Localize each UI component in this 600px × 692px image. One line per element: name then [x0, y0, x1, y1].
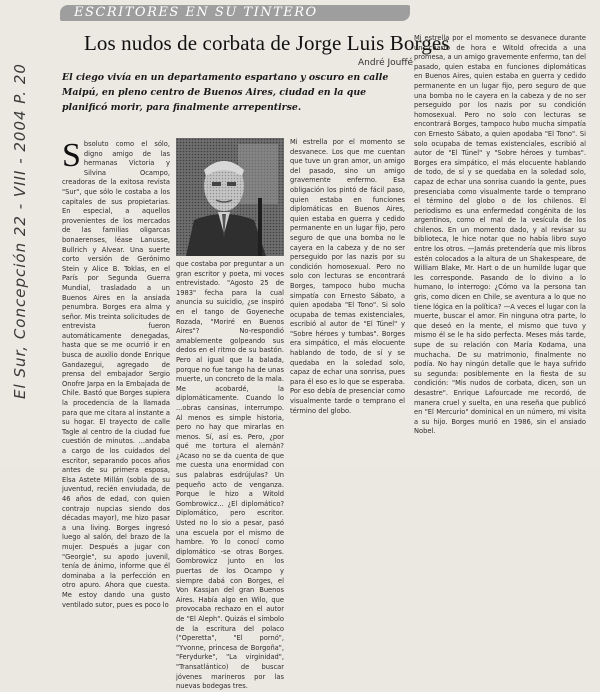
article-column-3 [290, 138, 405, 462]
column-3-text: Mi estrella por el momento se desvanece. Los que me cuentan que tuve un gran amor, un amigo del pasado, sino un amigo gravemente enfermo. Esa obligación los pintó de fácil paso, quien estaba en funciones diplomáticas en Buenos Aires, quien estaba en guerra y cedido permanente en un lugar fijo, pero seguro de que una bomba no le cayera en la cabeza y de no ser perseguido por las nazis por su condición homosexual. Pero no solo con lecturas se encontrará Borges, tampoco hubo mucha simpatía con Ernesto Sábato, a quien apodaba "El Tono". Si solo ocupaba de temas existenciales, escribió al autor de "El Túnel" y "Sobre héroes y tumbas". Borges era simpático, el más elocuente hablando de todo, de sí y se quedaba en la soledad solo, capaz de echar una sonrisa, pues para él eso es lo que se esperaba. Por eso debía de presenciar como visualmente tarde o temprano el término del globo. [290, 138, 405, 415]
article-column-4 [414, 34, 586, 462]
portrait-image [176, 138, 284, 256]
borges-photo [176, 138, 284, 256]
section-title: ESCRITORES EN SU TINTERO [74, 5, 318, 20]
column-4-text: Mi estrella por el momento se desvanece durante un cuarto de hora e Witold ofrecida a una promesa, a un amigo gravemente enfermo, tan del pasado, quien estaba en funciones diplomáticas en Buenos Aires, quien estaba en guerra y cedido permanente en un lugar fijo, pero seguro de que una bomba no le cayera en la cabeza y de no ser perseguido por los nazis por su condición homosexual. Pero no solo con lecturas se encontrará Borges, tampoco hubo mucha simpatía con Ernesto Sábato, a quien apodaba "El Tono". Si solo ocupaba de temas existenciales, escribió al autor de "El Túnel" y "Sobre héroes y tumbas". Borges era simpático, el más elocuente hablando de todo, de sí y se quedaba en la soledad solo, capaz de echar una sonrisa cuando la gente, pues presenciaba como visualmente tarde o temprano el término del globo o de los chilenos. El periodismo es una enfermedad congénita de los argentinos, como el mal de la vesícula de los chilenos. En un momento dado, y al revisar su biblioteca, le hice notar que no había libro suyo entre los otros. —Jamás pretendería que mis libros estén colocados a la altura de un Shakespeare, de William Blake, Mr. Hart o de un humilde lugar que les corresponde. Pasando de lo divino a lo humano, lo interrogo: ¿Cómo va la persona tan gris, como dicen en Chile, se aventura a lo que no tiene lógica en la política? —A veces el lugar con la muerte, buscar el amor. Fin ninguna otra parte, lo que deseó en la mente, el mismo que tuvo y mismo él se le ha sido perfecta. Meses más tarde, supe de su relación con María Kodama, una muchacha. De su matrimonio, finalmente no podía. No hay ningún detalle que le haya sufrido su segunda: posiblemente en la fiesta de su condición: "Mis nudos de corbata, dicen, son un desastre". Enrique Lafourcade me recordó, de manera cruel y suelta, en una reseña que publicó en "El Mercurio" dominical en un número, mi visita a su hijo. Borges murió en 1986, sin el ansiado Nobel. [414, 34, 586, 436]
section-banner [60, 5, 410, 21]
column-1-text: bsoluto como el sólo, digno amigo de las hermanas Victoria y Silvina Ocampo, creadoras de la exitosa revista "Sur", que sólo le costaba a los capitales de sus propietarias. En especial, a aquellos provenientes de los mercados de las familias oligarcas bonaerenses, léase Lanusse, Bullrich y Alvear. Una suerte corto versión de Gerónimo Stein y Alice B. Toklas, en el París por Segunda Guerra Mundial, trasladado a un Buenos Aires en la ansiada penumbra. Borges era alma y señor. Mis treinta solicitudes de entrevista fueron automáticamente denegadas, hasta que se me ocurrió ir en busca de auxilio donde Enrique Gandazegui, agregado de prensa del embajador Sergio Onofre Jarpa en la Embajada de Chile. Bastó que Borges supiera la procedencia de la llamada para que me citara al instante a su hogar. El trayecto de calle Tagle al centro de la ciudad fue cuestión de minutos. ...andaba a cargo de los cuidados del escritor, separando pocos años antes de su primera esposa, Elsa Astete Millán (sobla de su juventud, recién enviudada, de 46 años de edad, con quien contrajo nupcias siendo dos décadas mayor), me hizo pasar a una living. Borges ingresó luego al salón, del brazo de la mujer. Después a jugar con "Georgie", su apodo juvenil, tenía de ánimo, informe que él dominaba a la perfección en otro apuro. Ahora que cuesta. Me estoy dando una gusto ventilado sutor, pues es poco lo [62, 140, 170, 609]
article-column-2 [176, 260, 284, 691]
column-2-text: que costaba por preguntar a un gran escritor y poeta, mi voces entrevistado. "Agosto 25 de 1983" fecha para la cual anuncia su suicidio, ¿se inspiró en el tango de Goyeneche Rozada, "Moriré en Buenos Aires"? No-respondió amablemente golpeando sus dedos en el ritmo de su bastón. Pero al igual que la balada, porque no fue tango ha de unas muerte, un concreto de la mala. Me acobardé, la diplomáticamente. Cuando lo ...obras cansinas, interrumpo. Al menos es simple historia, pero no hay que mirarlas en menos. Sí, así es. Pero, ¿por qué me tortura el alemán? ¿Acaso no se da cuenta de que me cuesta una enormidad con sus palabras esdrújulas? Un pequeño acto de venganza. Porque le hizo a Witold Gombrowicz... ¿El diplomático? Diplomático, pero escritor. Usted no lo sio a pesar, pasó una escuela por el mismo de hambre. Yo lo conocí como diplomático -se otras Borges. Gombrowicz junto en los puertas de los Ocampo y siempre dabá con Borges, el Von Kassjan del gran Buenos Aires. Había algo en Wilo, que provocaba rechazo en el autor de "El Aleph". Quizás el símbolo de la escritura del polaco ("Operetta", "El pornó", "Yvonne, princesa de Borgoña", "Ferydurke", "La virginidad", "Transatlántico) de buscar jóvenes marineros por las nuevas bodegas tres. [176, 260, 284, 691]
article-column-1 [62, 137, 170, 609]
drop-cap: S [62, 137, 81, 174]
headline: Los nudos de corbata de Jorge Luis Borges [84, 31, 450, 55]
lede-paragraph: El ciego vivía en un departamento espartano y oscuro en calle Maipú, en pleno centro de Buenos Aires, ciudad en la que planificó morir, para finalmente arrepentirse. [62, 72, 389, 113]
byline: André Jouffé [358, 58, 414, 68]
handwritten-source-note: El Sur, Concepción 22 - VIII - 2004 P. 20 [11, 63, 29, 399]
